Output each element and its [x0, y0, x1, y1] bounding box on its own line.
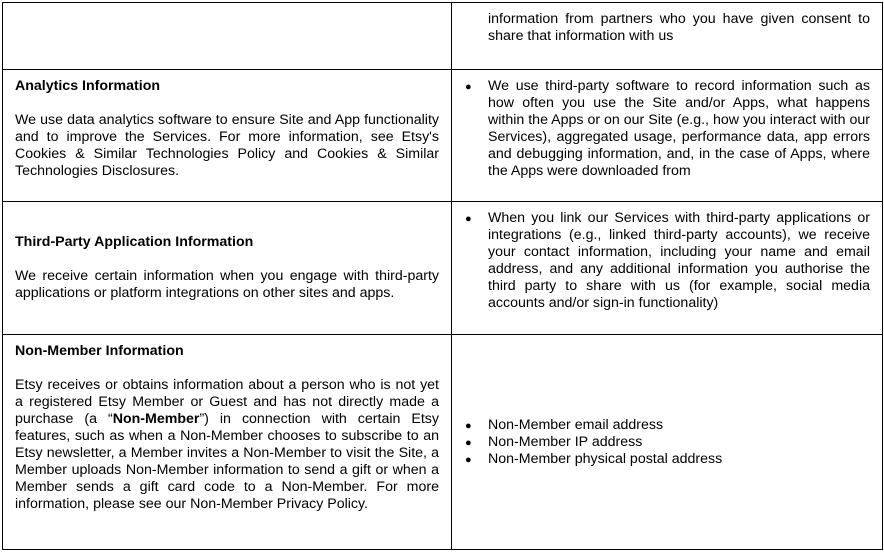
list-item [464, 451, 870, 468]
third-party-title: Third-Party Application Information [15, 234, 254, 250]
non-member-cell [3, 335, 452, 550]
non-member-title: Non-Member Information [15, 343, 184, 359]
non-member-text-end: ”) in connection with certain Etsy features, such as when a Non-Member chooses to subscribe to an Etsy newsletter, a Member invites a Non-Member to visit the Site, a Member uploads Non-Member information to send a gift or when a Member sends a gift card code to a Non-Member. For more information, please see our Non-Member Privacy Policy. [15, 411, 439, 512]
partner-info-cell [452, 3, 883, 70]
table-row-third-party [3, 202, 883, 335]
non-member-description [15, 377, 439, 513]
non-member-term: Non-Member [112, 411, 200, 427]
analytics-description: We use data analytics software to ensure Site and App functionality and to improve the Services. For more information, see Etsy's Cookies & Similar Technologies Policy and Cookies & Similar Technologies Disclosures. [15, 112, 439, 179]
non-member-bullet-list [464, 417, 870, 468]
bullet-text: When you link our Services with third-party applications or integrations (e.g., linked third-party accounts), we receive your contact information, including your name and email address, and any additional information you authorise the third party to share with us (for example, social media accounts and/or sign-in functionality) [488, 210, 870, 311]
analytics-bullet-list [464, 78, 870, 180]
third-party-bullet-list [464, 210, 870, 312]
non-member-text-start: Etsy receives or obtains information about a person who is not yet a registered Etsy Member or Guest and has not directly made a purchase (a “ [15, 377, 439, 427]
third-party-description: We receive certain information when you engage with third-party applications or platform integrations on other sites and apps. [15, 268, 439, 301]
third-party-cell [3, 202, 452, 335]
third-party-details-cell [452, 202, 883, 335]
list-item [464, 210, 870, 312]
analytics-details-cell [452, 70, 883, 202]
partner-info-text: information from partners who you have given consent to share that information with us [488, 11, 870, 44]
bullet-text: We use third-party software to record information such as how often you use the Site and/or Apps, what happens within the Apps or on our Site (e.g., how you interact with our Services), aggregated usage, performance data, app errors and debugging information, and, in the case of Apps, where the Apps were downloaded from [488, 78, 870, 179]
bullet-text: Non-Member IP address [488, 433, 643, 450]
list-item [464, 434, 870, 451]
bullet-text: Non-Member email address [488, 416, 664, 433]
list-item [464, 417, 870, 434]
table-row-partner-info [3, 3, 883, 70]
table-row-non-member [3, 335, 883, 550]
bullet-text: Non-Member physical postal address [488, 450, 723, 467]
table-row-analytics [3, 70, 883, 202]
empty-cell [3, 3, 452, 70]
information-table [2, 2, 883, 550]
list-item [464, 78, 870, 180]
non-member-details-cell [452, 335, 883, 550]
analytics-cell [3, 70, 452, 202]
analytics-title: Analytics Information [15, 78, 161, 94]
